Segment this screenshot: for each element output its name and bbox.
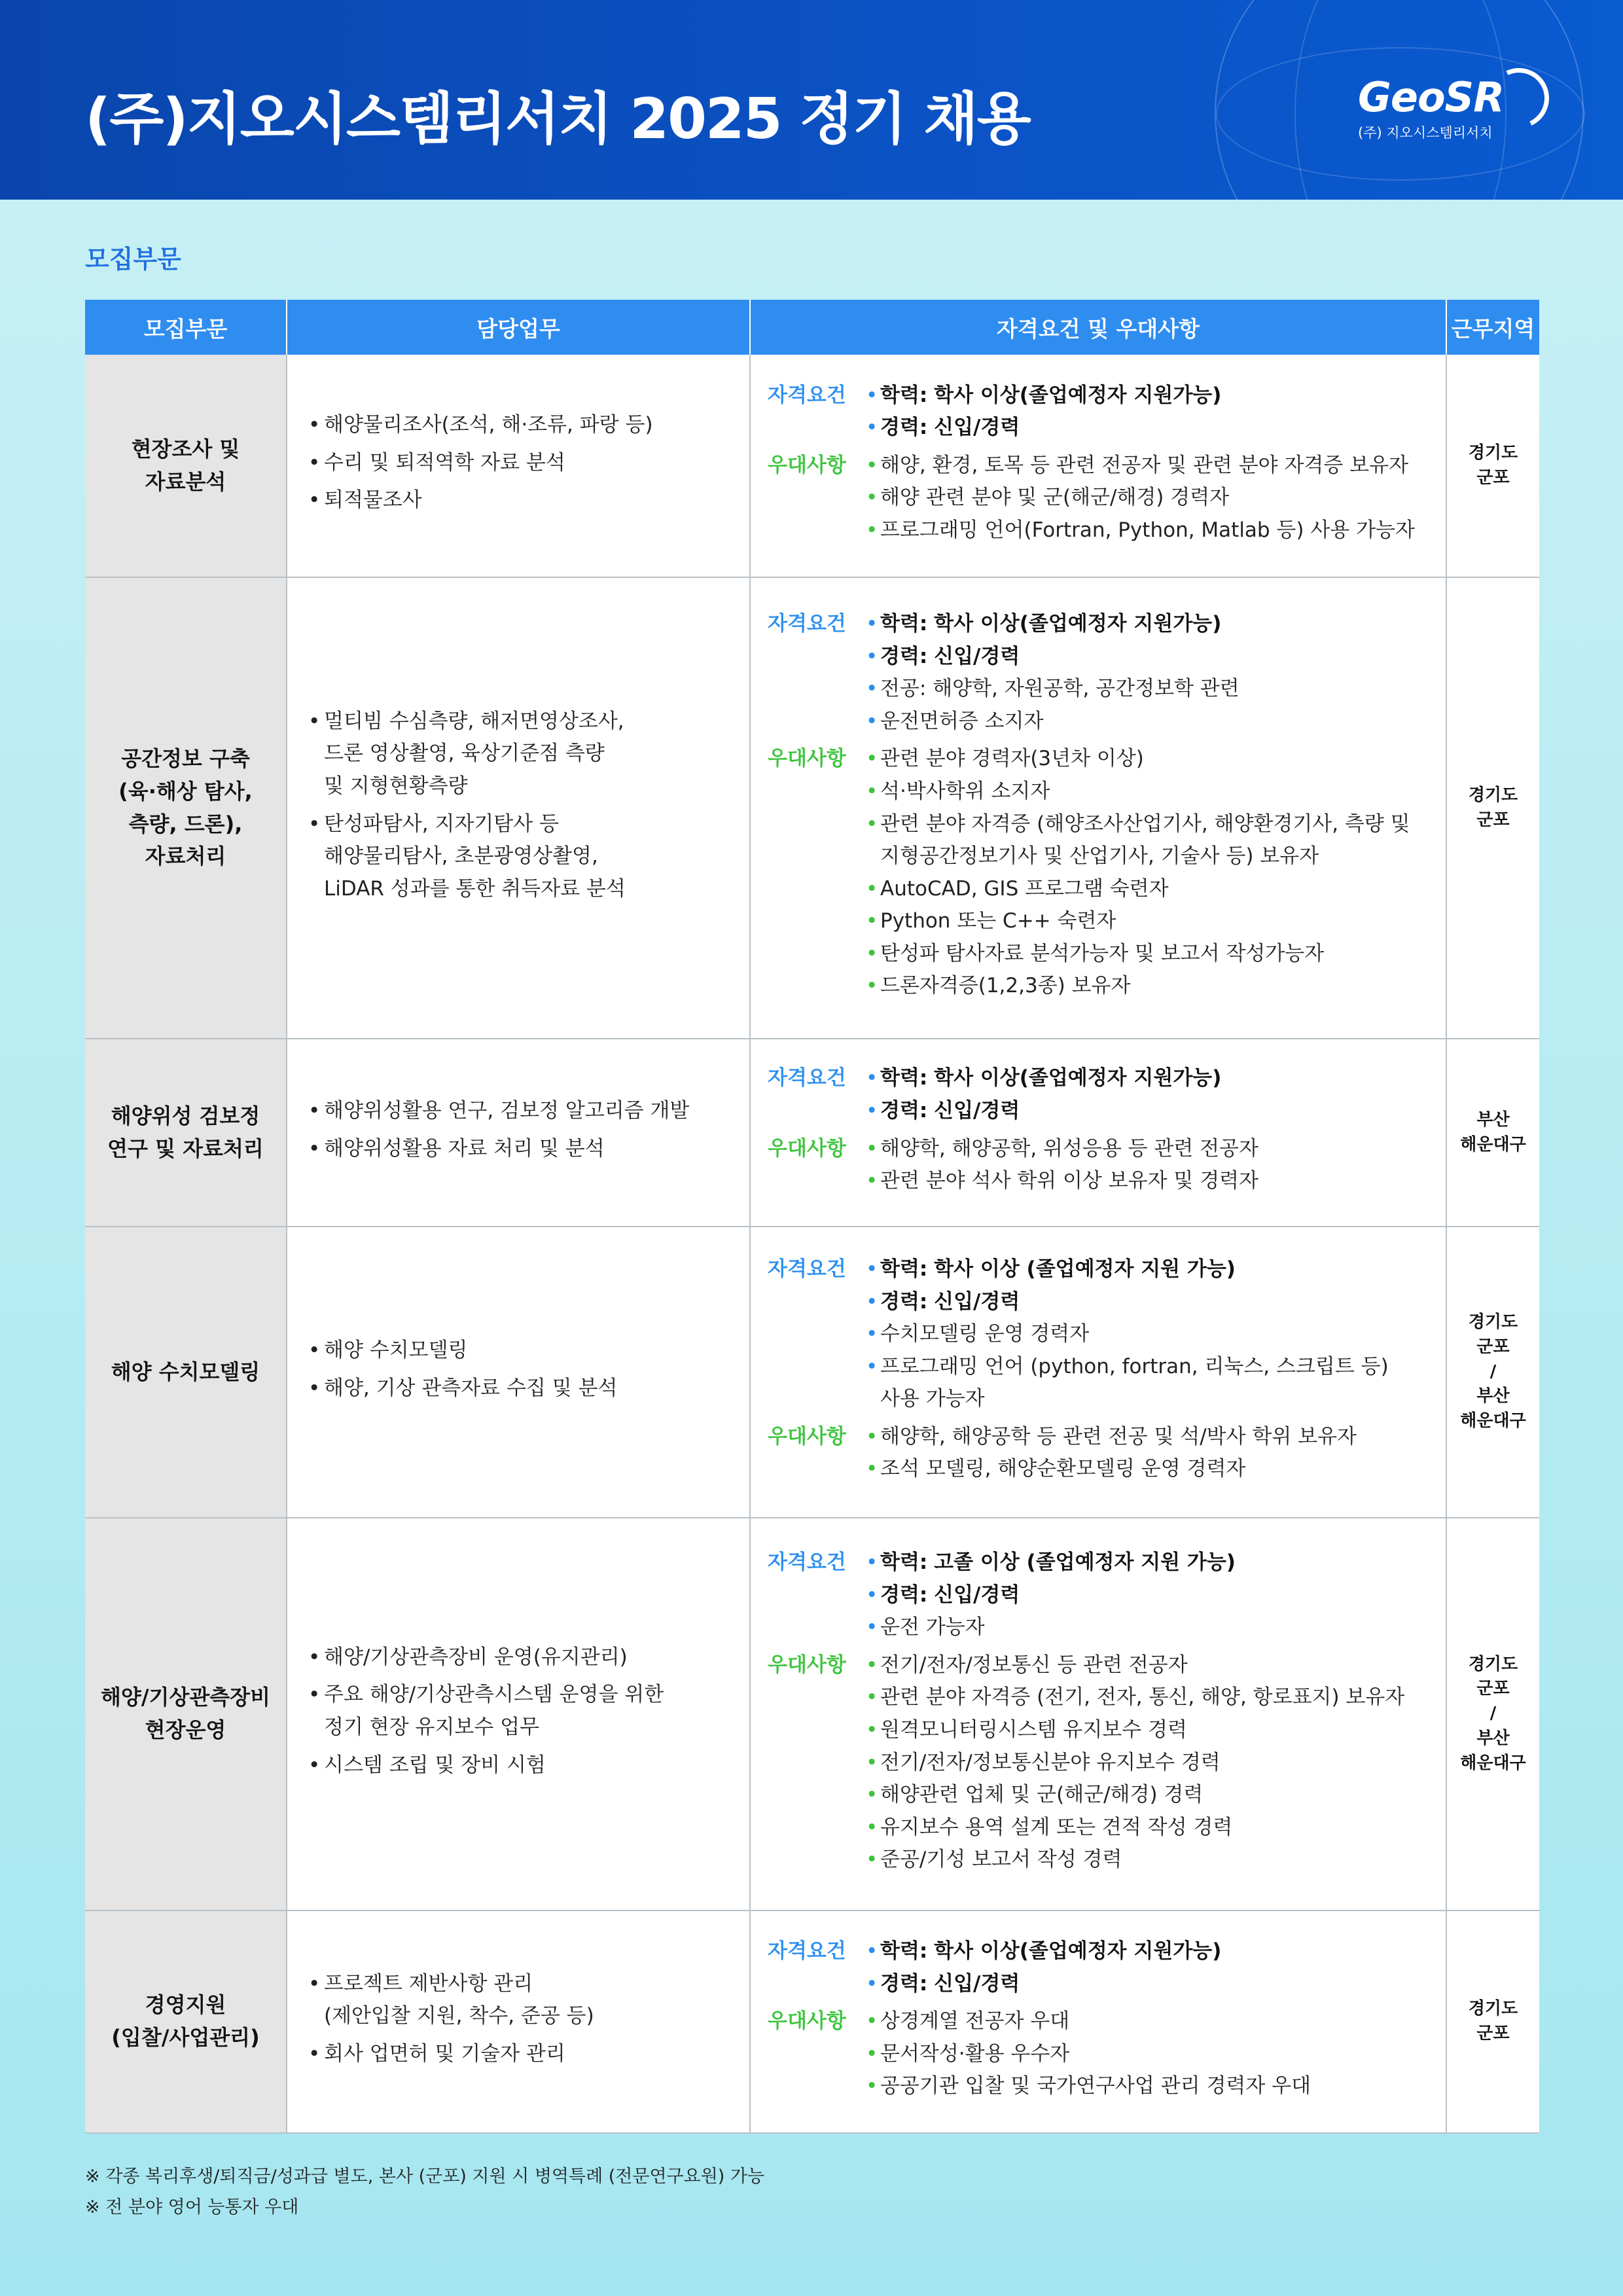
requirement-value: 학사 이상(졸업예정자 지원가능) (934, 1066, 1222, 1090)
duty-item: • 프로젝트 제반사항 관리 (제안입찰 지원, 착수, 준공 등) (308, 1968, 749, 2033)
requirements-group (768, 1547, 1446, 1644)
preference-item: • 문서작성·활용 우수자 (866, 2038, 1446, 2071)
requirement-item (866, 706, 1446, 738)
preference-item: • 유지보수 용역 설계 또는 견적 작성 경력 (866, 1812, 1446, 1844)
requirement-item (866, 1968, 1446, 2001)
duties-cell (287, 1910, 750, 2133)
footnote: ※ 각종 복리후생/퇴직금/성과급 별도, 본사 (군포) 지원 시 병역특례 (전문연구요원) 가능 (85, 2166, 765, 2187)
requirement-key: 경력: (880, 1289, 928, 1314)
preference-item: • 탄성파 탐사자료 분석가능자 및 보고서 작성가능자 (866, 938, 1446, 971)
duties-cell (287, 1518, 750, 1910)
requirement-value: 신입/경력 (934, 1098, 1020, 1122)
duty-item: • 멀티빔 수심측량, 해저면영상조사, 드론 영상촬영, 육상기준점 측량 및 지형현황측량 (308, 706, 749, 803)
requirement-item (866, 641, 1446, 673)
location-cell: 경기도 군포 / 부산 해운대구 (1446, 1518, 1539, 1910)
preference-item: • 드론자격증(1,2,3종) 보유자 (866, 970, 1446, 1003)
requirement-value: 수치모델링 운영 경력자 (880, 1322, 1090, 1346)
table-row (85, 1518, 1539, 1910)
table-header-row (85, 300, 1539, 355)
requirements-group (768, 1935, 1446, 2000)
preference-item: • 해양학, 해양공학, 위성응용 등 관련 전공자 (866, 1133, 1446, 1166)
category-cell: 해양 수치모델링 (85, 1227, 287, 1518)
duty-item: • 해양, 기상 관측자료 수집 및 분석 (308, 1372, 749, 1405)
duty-item: • 시스템 조립 및 장비 시험 (308, 1749, 749, 1782)
preferences-group (768, 1421, 1446, 1486)
duties-cell (287, 355, 750, 577)
requirement-value: 학사 이상 (졸업예정자 지원 가능) (934, 1257, 1236, 1281)
requirements-group (768, 1062, 1446, 1127)
preference-item: • 조석 모델링, 해양순환모델링 운영 경력자 (866, 1453, 1446, 1486)
qualifications-cell (750, 1039, 1446, 1227)
requirement-value: 학사 이상(졸업예정자 지원가능) (934, 1939, 1222, 1964)
preference-item: • 상경계열 전공자 우대 (866, 2005, 1446, 2038)
recruitment-table (85, 300, 1539, 2134)
column-header: 모집부문 (85, 300, 287, 355)
requirement-item (866, 1062, 1446, 1095)
preferences-group (768, 743, 1446, 1003)
column-header: 담당업무 (287, 300, 750, 355)
requirement-key: 학력: (880, 383, 928, 407)
preference-item: • 관련 분야 석사 학위 이상 보유자 및 경력자 (866, 1165, 1446, 1198)
preferences-label: 우대사항 (768, 1653, 846, 1677)
preference-item: • 전기/전자/정보통신 등 관련 전공자 (866, 1649, 1446, 1682)
table-row (85, 1910, 1539, 2133)
preferences-group (768, 1649, 1446, 1876)
preferences-label: 우대사항 (768, 1136, 846, 1160)
preferences-label: 우대사항 (768, 1424, 846, 1448)
preference-item: • 원격모니터링시스템 유지보수 경력 (866, 1714, 1446, 1747)
requirement-item (866, 1253, 1446, 1286)
preference-item: • 석·박사학위 소지자 (866, 776, 1446, 808)
requirement-key: 학력: (880, 1939, 928, 1964)
location-cell: 경기도 군포 (1446, 355, 1539, 577)
requirement-item (866, 608, 1446, 641)
requirement-item (866, 1547, 1446, 1579)
requirement-key: 경력: (880, 1098, 928, 1122)
requirement-value: 운전 가능자 (880, 1615, 985, 1640)
requirements-label: 자격요건 (768, 1257, 846, 1281)
requirement-key: 경력: (880, 1583, 928, 1607)
requirements-label: 자격요건 (768, 1551, 846, 1575)
category-cell: 해양위성 검보정 연구 및 자료처리 (85, 1039, 287, 1227)
category-cell: 경영지원 (입찰/사업관리) (85, 1910, 287, 2133)
requirement-key: 경력: (880, 1971, 928, 1996)
requirements-label: 자격요건 (768, 383, 846, 407)
requirement-value: 학사 이상(졸업예정자 지원가능) (934, 611, 1222, 636)
preference-item: • 준공/기성 보고서 작성 경력 (866, 1844, 1446, 1876)
preference-item: • 전기/전자/정보통신분야 유지보수 경력 (866, 1747, 1446, 1780)
location-cell: 경기도 군포 (1446, 577, 1539, 1039)
qualifications-cell (750, 1227, 1446, 1518)
requirement-value: 전공: 해양학, 자원공학, 공간정보학 관련 (880, 677, 1240, 701)
requirements-group (768, 608, 1446, 738)
header-banner (0, 0, 1623, 200)
requirement-item (866, 673, 1446, 706)
requirement-item (866, 1579, 1446, 1612)
requirement-key: 학력: (880, 1066, 928, 1090)
footnotes (85, 2161, 764, 2223)
requirement-value: 신입/경력 (934, 1971, 1020, 1996)
requirement-key: 학력: (880, 1551, 928, 1575)
requirement-item (866, 1286, 1446, 1319)
requirement-value: 프로그래밍 언어 (python, fortran, 리눅스, 스크립트 등) 사용 가능자 (880, 1354, 1389, 1411)
requirement-key: 학력: (880, 611, 928, 636)
table-row (85, 577, 1539, 1039)
preferences-group (768, 1133, 1446, 1198)
requirement-value: 신입/경력 (934, 1289, 1020, 1314)
requirement-key: 학력: (880, 1257, 928, 1281)
preferences-group (768, 2005, 1446, 2103)
location-cell: 경기도 군포 / 부산 해운대구 (1446, 1227, 1539, 1518)
qualifications-cell (750, 355, 1446, 577)
location-cell: 경기도 군포 (1446, 1910, 1539, 2133)
requirement-value: 운전면허증 소지자 (880, 709, 1044, 733)
requirements-group (768, 380, 1446, 444)
duties-cell (287, 1039, 750, 1227)
page-title: (주)지오시스템리서치 2025 정기 채용 (85, 86, 1030, 152)
preference-item: • 관련 분야 자격증 (전기, 전자, 통신, 해양, 항로표지) 보유자 (866, 1681, 1446, 1714)
table-row (85, 355, 1539, 577)
requirement-item (866, 1318, 1446, 1351)
requirement-item (866, 412, 1446, 444)
requirement-item (866, 1095, 1446, 1128)
duty-item: • 회사 업면허 및 기술자 관리 (308, 2038, 749, 2071)
duties-cell (287, 1227, 750, 1518)
requirement-value: 학사 이상(졸업예정자 지원가능) (934, 383, 1222, 407)
duty-item: • 주요 해양/기상관측시스템 운영을 위한 정기 현장 유지보수 업무 (308, 1679, 749, 1744)
company-logo (1358, 73, 1504, 142)
category-cell: 현장조사 및 자료분석 (85, 355, 287, 577)
requirement-key: 경력: (880, 416, 928, 440)
table-row (85, 1039, 1539, 1227)
requirement-item (866, 380, 1446, 412)
qualifications-cell (750, 1518, 1446, 1910)
requirements-label: 자격요건 (768, 611, 846, 636)
preference-item: • AutoCAD, GIS 프로그램 숙련자 (866, 873, 1446, 906)
duty-item: • 해양 수치모델링 (308, 1335, 749, 1367)
location-cell: 부산 해운대구 (1446, 1039, 1539, 1227)
column-header: 자격요건 및 우대사항 (750, 300, 1446, 355)
requirement-key: 경력: (880, 644, 928, 668)
duty-item: • 해양위성활용 연구, 검보정 알고리즘 개발 (308, 1095, 749, 1128)
footnote: ※ 전 분야 영어 능통자 우대 (85, 2197, 299, 2218)
qualifications-cell (750, 1910, 1446, 2133)
preference-item: • 관련 분야 경력자(3년차 이상) (866, 743, 1446, 776)
duty-item: • 수리 및 퇴적역학 자료 분석 (308, 447, 749, 480)
duty-item: • 퇴적물조사 (308, 484, 749, 517)
logo-wordmark: GeoSR (1358, 73, 1504, 121)
preferences-label: 우대사항 (768, 747, 846, 771)
preference-item: • Python 또는 C++ 숙련자 (866, 905, 1446, 938)
preference-item: • 해양학, 해양공학 등 관련 전공 및 석/박사 학위 보유자 (866, 1421, 1446, 1454)
duty-item: • 해양물리조사(조석, 해·조류, 파랑 등) (308, 409, 749, 442)
preferences-label: 우대사항 (768, 453, 846, 477)
column-header: 근무지역 (1446, 300, 1539, 355)
preference-item: • 해양 관련 분야 및 군(해군/해경) 경력자 (866, 482, 1446, 514)
logo-subtitle: (주) 지오시스템리서치 (1358, 125, 1493, 141)
category-cell: 공간정보 구축 (육·해상 탐사, 측량, 드론), 자료처리 (85, 577, 287, 1039)
requirement-item (866, 1611, 1446, 1644)
qualifications-cell (750, 577, 1446, 1039)
section-label: 모집부문 (85, 245, 181, 274)
preference-item: • 프로그래밍 언어(Fortran, Python, Matlab 등) 사용 가능자 (866, 514, 1446, 547)
requirement-value: 신입/경력 (934, 416, 1020, 440)
duty-item: • 해양/기상관측장비 운영(유지관리) (308, 1641, 749, 1674)
duties-cell (287, 577, 750, 1039)
requirement-value: 신입/경력 (934, 1583, 1020, 1607)
preference-item: • 관련 분야 자격증 (해양조사산업기사, 해양환경기사, 측량 및 지형공간정보기사 및 산업기사, 기술사 등) 보유자 (866, 808, 1446, 873)
requirement-item (866, 1935, 1446, 1968)
requirements-group (768, 1253, 1446, 1416)
preferences-group (768, 450, 1446, 547)
requirement-value: 신입/경력 (934, 644, 1020, 668)
requirements-label: 자격요건 (768, 1066, 846, 1090)
preferences-label: 우대사항 (768, 2009, 846, 2034)
category-cell: 해양/기상관측장비 현장운영 (85, 1518, 287, 1910)
preference-item: • 해양, 환경, 토목 등 관련 전공자 및 관련 분야 자격증 보유자 (866, 450, 1446, 482)
requirement-item (866, 1351, 1446, 1416)
preference-item: • 해양관련 업체 및 군(해군/해경) 경력 (866, 1779, 1446, 1812)
preference-item: • 공공기관 입찰 및 국가연구사업 관리 경력자 우대 (866, 2070, 1446, 2103)
table-row (85, 1227, 1539, 1518)
duty-item: • 탄성파탐사, 지자기탐사 등 해양물리탐사, 초분광영상촬영, LiDAR 성과를 통한 취득자료 분석 (308, 808, 749, 906)
requirements-label: 자격요건 (768, 1939, 846, 1964)
requirement-value: 고졸 이상 (졸업예정자 지원 가능) (934, 1551, 1236, 1575)
duty-item: • 해양위성활용 자료 처리 및 분석 (308, 1133, 749, 1166)
